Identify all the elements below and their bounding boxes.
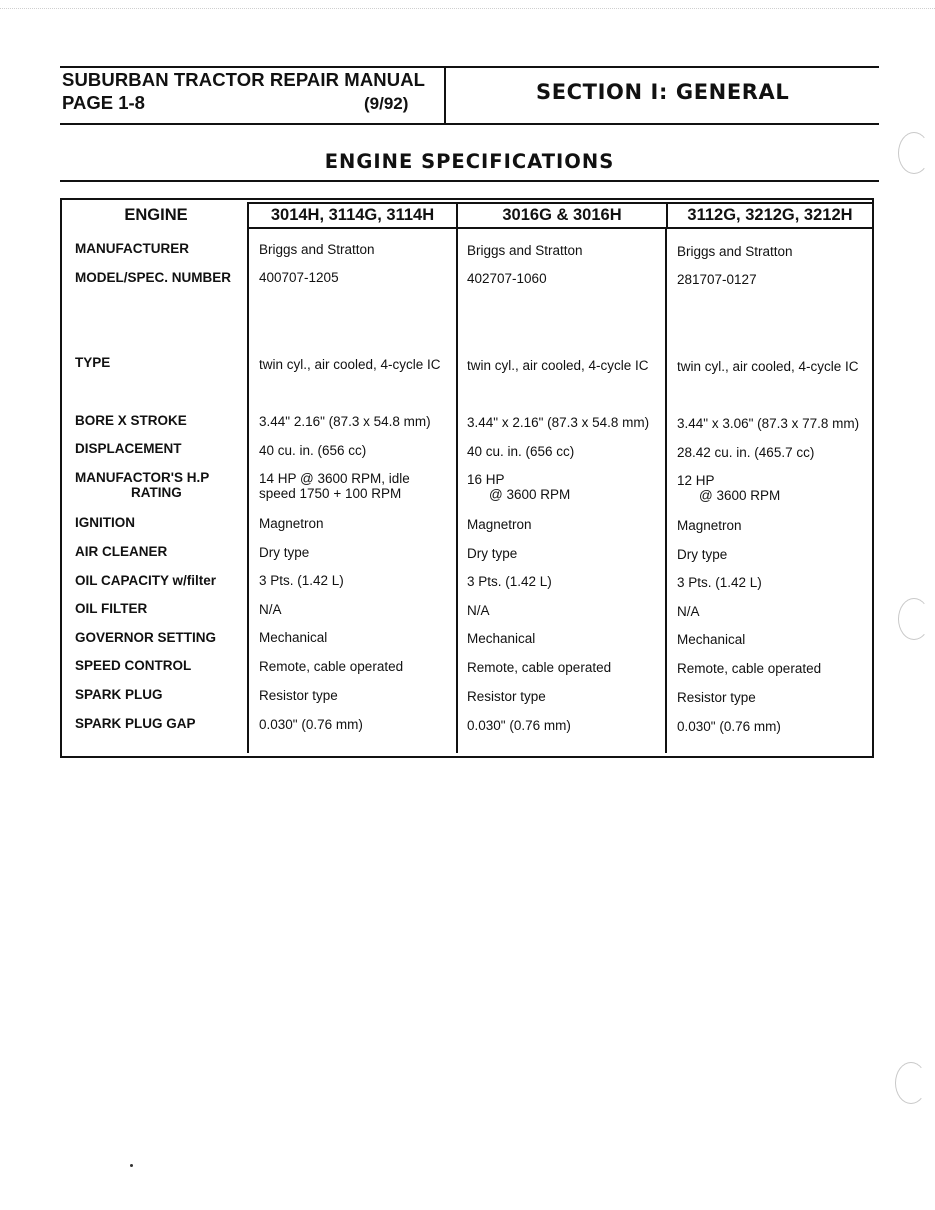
row-label-ignition: IGNITION	[75, 515, 135, 530]
cell: 3.44" x 2.16" (87.3 x 54.8 mm)	[467, 415, 650, 430]
column-divider-1	[247, 229, 249, 753]
column-divider-2	[456, 229, 458, 753]
cell: N/A	[467, 603, 490, 618]
cell: Magnetron	[677, 518, 742, 533]
cell: 3 Pts. (1.42 L)	[259, 573, 344, 588]
page-date: (9/92)	[364, 94, 409, 113]
row-label-oil-filter: OIL FILTER	[75, 601, 148, 616]
cell: 40 cu. in. (656 cc)	[467, 444, 575, 459]
cell-line: 12 HP	[677, 473, 715, 488]
manual-title: SUBURBAN TRACTOR REPAIR MANUAL	[62, 69, 426, 90]
cell: Resistor type	[677, 690, 756, 705]
header-bottom-rule	[60, 123, 879, 125]
header-top-rule	[60, 66, 879, 68]
section-title: SECTION I: GENERAL	[536, 80, 790, 104]
cell: Remote, cable operated	[677, 661, 822, 676]
row-label-hp-line2: RATING	[131, 485, 182, 500]
cell: 28.42 cu. in. (465.7 cc)	[677, 445, 815, 460]
cell: twin cyl., air cooled, 4-cycle IC	[677, 359, 859, 374]
cell: 3.44" x 3.06" (87.3 x 77.8 mm)	[677, 416, 860, 431]
scan-speck	[130, 1164, 133, 1167]
header-divider	[444, 66, 446, 123]
column-header-model-a: 3014H, 3114G, 3114H	[247, 202, 458, 229]
cell: twin cyl., air cooled, 4-cycle IC	[467, 358, 649, 373]
cell-line: @ 3600 RPM	[699, 488, 781, 503]
cell: Briggs and Stratton	[259, 242, 375, 257]
column-divider-3	[665, 229, 667, 753]
cell: Briggs and Stratton	[677, 244, 793, 259]
cell: Mechanical	[259, 630, 328, 645]
row-label-spark-plug-gap: SPARK PLUG GAP	[75, 716, 196, 731]
cell: 400707-1205	[259, 270, 339, 285]
cell: 0.030" (0.76 mm)	[677, 719, 781, 734]
row-label-air-cleaner: AIR CLEANER	[75, 544, 168, 559]
cell: Dry type	[467, 546, 518, 561]
row-label-bore-stroke: BORE X STROKE	[75, 413, 187, 428]
cell-line: speed 1750 + 100 RPM	[259, 486, 402, 501]
row-label-displacement: DISPLACEMENT	[75, 441, 182, 456]
cell-line: 16 HP	[467, 472, 505, 487]
cell: Magnetron	[467, 517, 532, 532]
row-label-speed-control: SPEED CONTROL	[75, 658, 192, 673]
cell: 281707-0127	[677, 272, 757, 287]
cell: 0.030" (0.76 mm)	[259, 717, 363, 732]
cell: Dry type	[259, 545, 310, 560]
punch-hole-middle	[898, 598, 930, 640]
column-header-model-b: 3016G & 3016H	[456, 202, 668, 229]
cell-line: 14 HP @ 3600 RPM, idle	[259, 471, 410, 486]
cell-hp	[677, 473, 780, 503]
row-label-hp-line1: MANUFACTOR'S H.P	[75, 470, 210, 485]
cell: Remote, cable operated	[259, 659, 404, 674]
cell: N/A	[259, 602, 282, 617]
page-number: PAGE 1-8	[62, 92, 145, 113]
row-label-oil-capacity: OIL CAPACITY w/filter	[75, 573, 217, 588]
column-header-engine: ENGINE	[124, 206, 188, 224]
cell: Briggs and Stratton	[467, 243, 583, 258]
document-title: ENGINE SPECIFICATIONS	[324, 150, 615, 173]
row-label-governor: GOVERNOR SETTING	[75, 630, 217, 645]
cell-hp	[467, 472, 570, 502]
title-rule	[60, 180, 879, 182]
cell: N/A	[677, 604, 700, 619]
cell: Mechanical	[467, 631, 536, 646]
cell: 3.44" 2.16" (87.3 x 54.8 mm)	[259, 414, 431, 429]
cell: 3 Pts. (1.42 L)	[677, 575, 762, 590]
cell: Magnetron	[259, 516, 324, 531]
row-label-type: TYPE	[75, 355, 111, 370]
scan-edge-dots	[0, 8, 935, 9]
cell-line: @ 3600 RPM	[489, 487, 571, 502]
punch-hole-top	[898, 132, 930, 174]
row-label-spark-plug: SPARK PLUG	[75, 687, 163, 702]
row-label-hp-rating	[75, 470, 209, 500]
punch-hole-bottom	[895, 1062, 927, 1104]
cell: Mechanical	[677, 632, 746, 647]
cell: 0.030" (0.76 mm)	[467, 718, 571, 733]
cell: 3 Pts. (1.42 L)	[467, 574, 552, 589]
row-label-manufacturer: MANUFACTURER	[75, 241, 189, 256]
cell: twin cyl., air cooled, 4-cycle IC	[259, 357, 441, 372]
cell: Remote, cable operated	[467, 660, 612, 675]
cell: Dry type	[677, 547, 728, 562]
cell: 40 cu. in. (656 cc)	[259, 443, 367, 458]
column-header-model-c: 3112G, 3212G, 3212H	[666, 202, 872, 229]
cell: Resistor type	[467, 689, 546, 704]
cell-hp	[259, 471, 410, 501]
cell: 402707-1060	[467, 271, 547, 286]
cell: Resistor type	[259, 688, 338, 703]
row-label-model-spec: MODEL/SPEC. NUMBER	[75, 270, 232, 285]
